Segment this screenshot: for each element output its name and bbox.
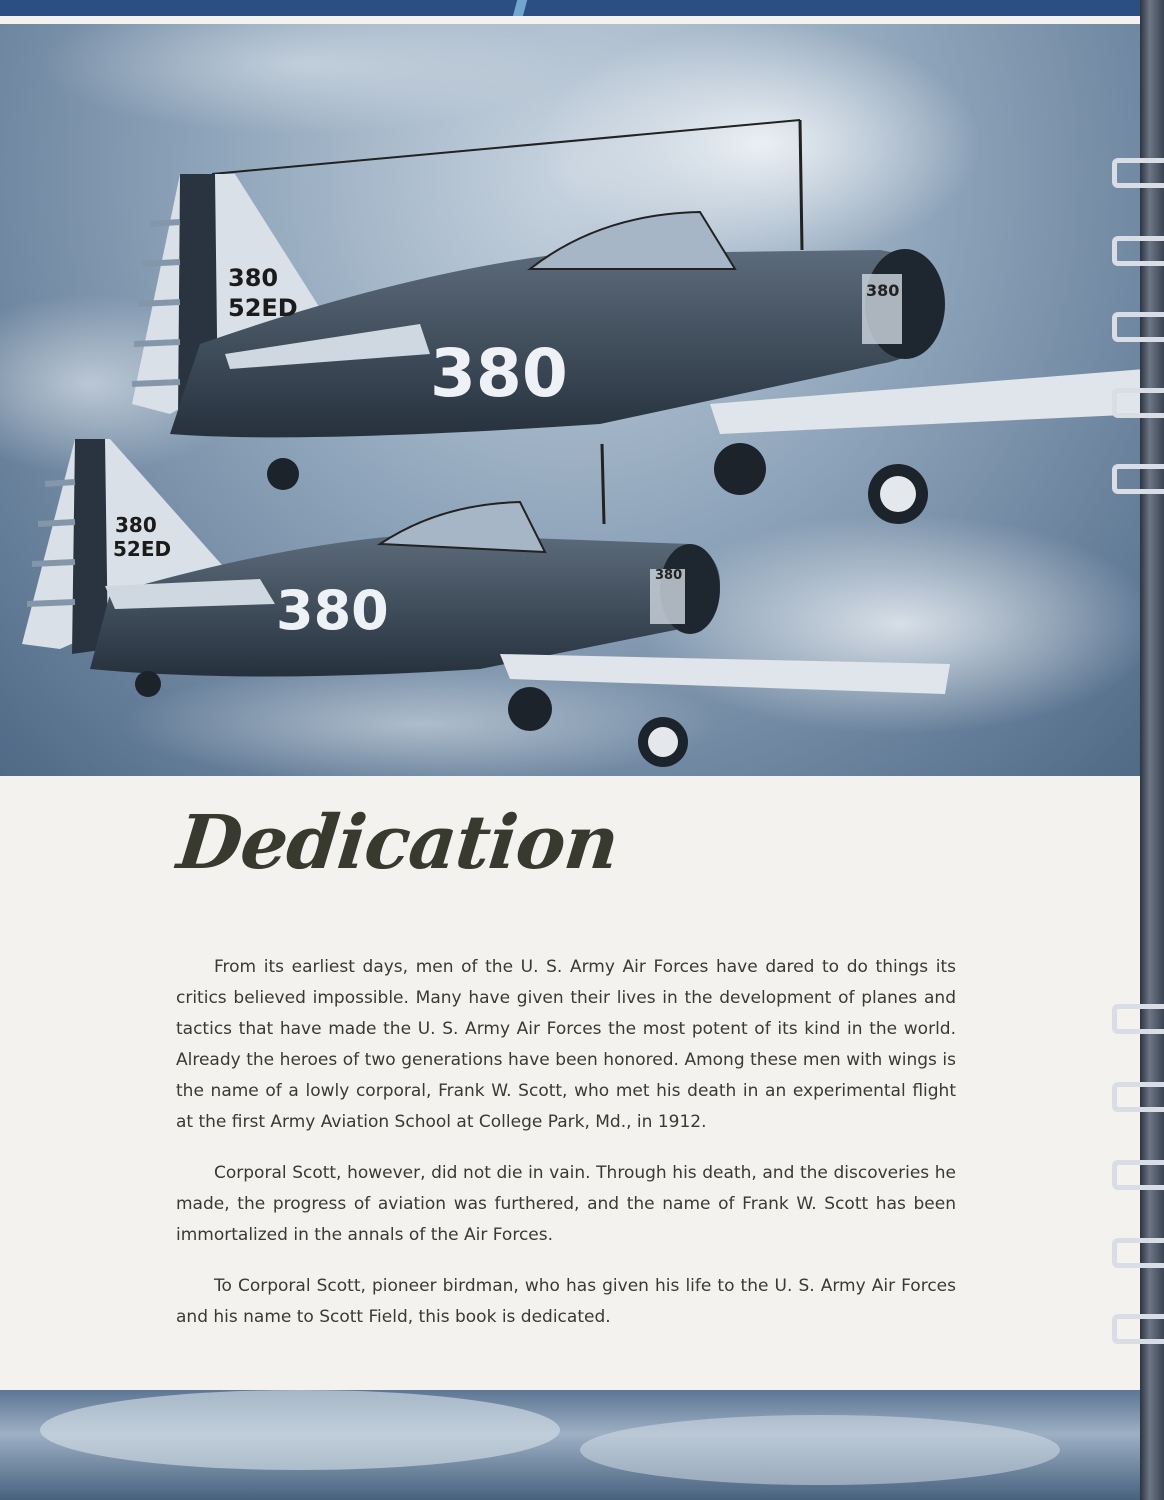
binding-ring bbox=[1112, 1160, 1164, 1190]
binding-ring bbox=[1112, 158, 1164, 188]
binding-ring bbox=[1112, 1314, 1164, 1344]
binding-ring bbox=[1112, 388, 1164, 418]
airplanes-photo bbox=[0, 24, 1140, 776]
paragraph-1: From its earliest days, men of the U. S. Army Air Forces have dared to do things its critics believed impossible. Many have given their lives in the development of planes and tactics that have made the U. S. Army Air Forces the most potent of its kind in the world. Already the heroes of two generations have been honored. Among these men with wings is the name of a lowly corporal, Frank W. Scott, who met his death in an experimental flight at the first Army Aviation School at College Park, Md., in 1912. bbox=[176, 957, 956, 1132]
lower-nose-number: 380 bbox=[655, 568, 683, 583]
binding-ring bbox=[1112, 312, 1164, 342]
binding-ring bbox=[1112, 236, 1164, 266]
lower-fin-number: 380 bbox=[115, 513, 157, 537]
upper-nose-number: 380 bbox=[866, 281, 900, 300]
binding-ring bbox=[1112, 464, 1164, 494]
paragraph-3: To Corporal Scott, pioneer birdman, who has given his life to the U. S. Army Air Forces and his name to Scott Field, this book is dedicated. bbox=[176, 1276, 956, 1327]
yearbook-page bbox=[0, 16, 1140, 1500]
lower-fin-code: 52ED bbox=[113, 537, 172, 561]
upper-fuselage-number: 380 bbox=[430, 335, 568, 412]
binding-ring bbox=[1112, 1238, 1164, 1268]
clouds-photo-strip bbox=[0, 1390, 1140, 1500]
paragraph-2: Corporal Scott, however, did not die in vain. Through his death, and the discoveries he made, the progress of aviation was furthered, and the name of Frank W. Scott has been immortalized in the annals of the Air Forces. bbox=[176, 1163, 956, 1245]
upper-fin-number: 380 bbox=[228, 264, 279, 292]
page-title: Dedication bbox=[173, 800, 623, 886]
binding-spine bbox=[1140, 0, 1164, 1500]
binding-ring bbox=[1112, 1004, 1164, 1034]
binding-ring bbox=[1112, 1082, 1164, 1112]
lower-fuselage-number: 380 bbox=[276, 579, 389, 642]
dedication-text bbox=[176, 952, 956, 1353]
upper-fin-code: 52ED bbox=[228, 294, 298, 322]
